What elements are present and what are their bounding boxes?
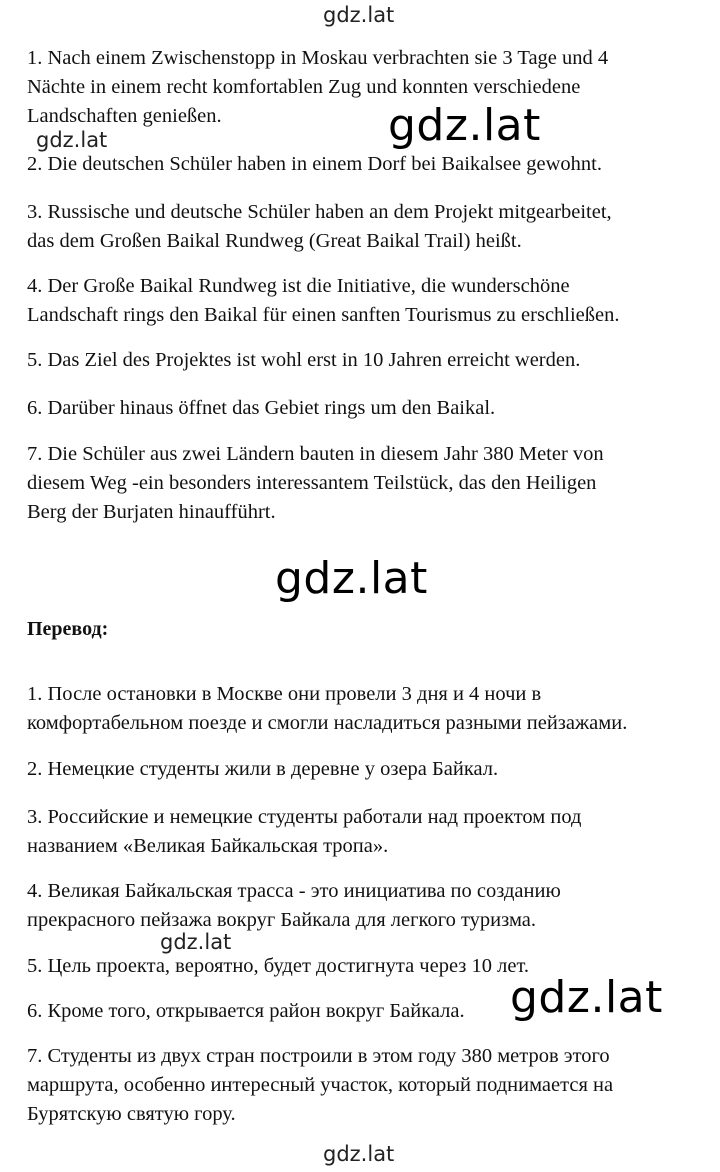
german-item-2: 2. Die deutschen Schüler haben in einem Dorf bei Baikalsee gewohnt. [27,153,602,175]
russian-item-5: 5. Цель проекта, вероятно, будет достигнута через 10 лет. [27,955,530,977]
russian-item-1: 1. После остановки в Москве они провели 3 дня и 4 ночи в комфортабельном поезде и смогли насладиться разными пейзажами. [27,683,628,734]
russian-item-3: 3. Российские и немецкие студенты работали над проектом под названием «Великая Байкальская тропа». [27,806,582,857]
german-item-7: 7. Die Schüler aus zwei Ländern bauten in diesem Jahr 380 Meter von diesem Weg -ein besonders interessantem Teilstück, das den Heiligen Berg der Burjaten hinaufführt. [27,443,604,523]
german-item-6: 6. Darüber hinaus öffnet das Gebiet rings um den Baikal. [27,397,496,419]
german-item-5: 5. Das Ziel des Projektes ist wohl erst in 10 Jahren erreicht werden. [27,349,581,371]
german-item-3: 3. Russische und deutsche Schüler haben an dem Projekt mitgearbeitet, das dem Großen Baikal Rundweg (Great Baikal Trail) heißt. [27,201,612,252]
russian-item-7: 7. Студенты из двух стран построили в этом году 380 метров этого маршрута, особенно интересный участок, который поднимается на Бурятскую святую гору. [27,1045,614,1125]
watermark-big-3: gdz.lat [510,972,663,1023]
watermark-big-2: gdz.lat [275,553,428,604]
watermark-small-left: gdz.lat [36,128,108,152]
watermark-top: gdz.lat [323,3,395,27]
watermark-bottom: gdz.lat [323,1142,395,1166]
watermark-small-mid: gdz.lat [160,930,232,954]
russian-item-6: 6. Кроме того, открывается район вокруг Байкала. [27,1000,465,1022]
german-item-1: 1. Nach einem Zwischenstopp in Moskau verbrachten sie 3 Tage und 4 Nächte in einem recht komfortablen Zug und konnten verschiedene Landschaften genießen. [27,47,609,127]
russian-item-4: 4. Великая Байкальская трасса - это инициатива по созданию прекрасного пейзажа вокруг Байкала для легкого туризма. [27,880,561,931]
german-item-4: 4. Der Große Baikal Rundweg ist die Initiative, die wunderschöne Landschaft rings den Baikal für einen sanften Tourismus zu erschließen. [27,275,620,326]
translation-heading: Перевод: [27,618,109,640]
russian-item-2: 2. Немецкие студенты жили в деревне у озера Байкал. [27,758,499,780]
watermark-big-1: gdz.lat [388,100,541,151]
